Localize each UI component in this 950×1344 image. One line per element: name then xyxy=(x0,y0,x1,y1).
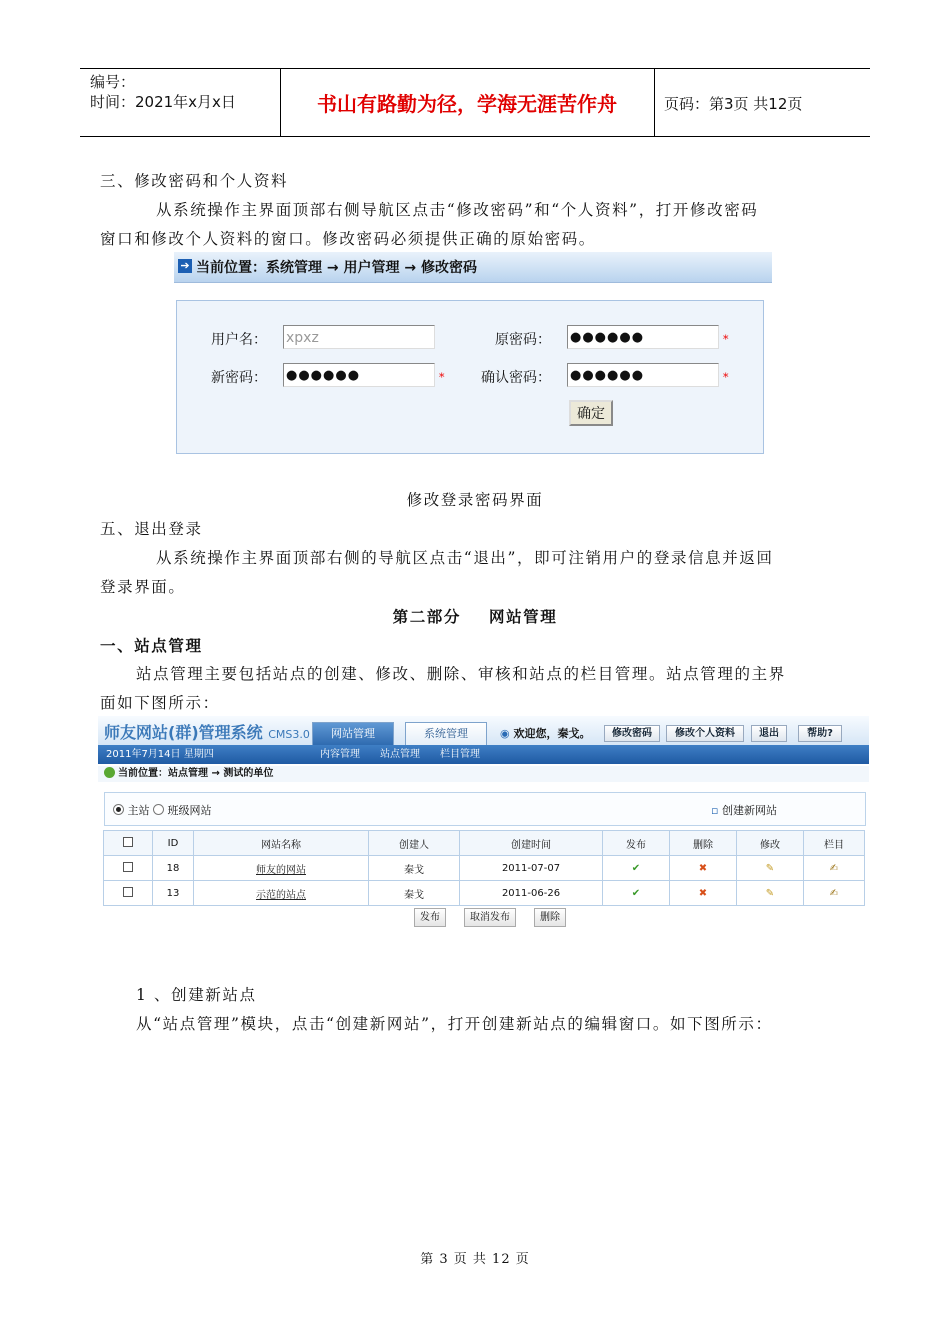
confirm-password-field[interactable]: ●●●●●● xyxy=(567,363,719,387)
delete-x-icon[interactable]: ✖ xyxy=(670,856,737,881)
table-row: 18 师友的网站 秦戈 2011-07-07 ✔ ✖ ✎ ✍ xyxy=(104,856,865,881)
old-password-label: 原密码： xyxy=(495,332,551,348)
column-edit-icon[interactable]: ✍ xyxy=(804,881,865,906)
new-password-label: 新密码： xyxy=(211,370,267,386)
section5-para-line2: 登录界面。 xyxy=(100,578,186,596)
section5-para-line1: 从系统操作主界面顶部右侧的导航区点击“退出”，即可注销用户的登录信息并返回 xyxy=(156,549,774,567)
site-name-link[interactable]: 示范的站点 xyxy=(194,881,369,906)
create-site-link[interactable]: ▫ 创建新网站 xyxy=(711,804,777,817)
confirm-password-label: 确认密码： xyxy=(481,370,551,386)
delete-x-icon[interactable]: ✖ xyxy=(670,881,737,906)
publish-check-icon[interactable]: ✔ xyxy=(603,856,670,881)
part2-heading: 一、站点管理 xyxy=(100,636,203,655)
breadcrumb: 当前位置：站点管理 → 测试的单位 xyxy=(98,766,869,782)
select-all-checkbox[interactable] xyxy=(104,831,153,856)
column-edit-icon[interactable]: ✍ xyxy=(804,856,865,881)
unpublish-button[interactable]: 取消发布 xyxy=(464,908,516,927)
time-label: 时间：2021年x月x日 xyxy=(90,93,236,111)
site-name-link[interactable]: 师友的网站 xyxy=(194,856,369,881)
page-footer: 第 3 页 共 12 页 xyxy=(420,1252,530,1267)
step1-heading: 1 、创建新站点 xyxy=(136,986,257,1004)
arrow-icon: ➔ xyxy=(178,259,192,273)
user-icon: ◉ xyxy=(500,727,510,740)
nav-item-columns[interactable]: 栏目管理 xyxy=(440,749,480,760)
part2-para-line1: 站点管理主要包括站点的创建、修改、删除、审核和站点的栏目管理。站点管理的主界 xyxy=(136,665,786,683)
breadcrumb: ➔ 当前位置：系统管理 → 用户管理 → 修改密码 xyxy=(174,252,772,283)
table-row: 13 示范的站点 秦戈 2011-06-26 ✔ ✖ ✎ ✍ xyxy=(104,881,865,906)
welcome-text: ◉ 欢迎您，秦戈。 xyxy=(500,727,591,740)
table-header: ID 网站名称 创建人 创建时间 发布 删除 修改 栏目 xyxy=(104,831,865,856)
header-page-info: 页码：第3页 共12页 xyxy=(664,95,803,113)
nav-bar xyxy=(98,745,869,764)
new-password-field[interactable]: ●●●●●● xyxy=(283,363,435,387)
app-logo: 师友网站(群)管理系统 CMS3.0 xyxy=(104,723,310,742)
required-mark: * xyxy=(723,371,729,384)
help-button[interactable]: 帮助? xyxy=(798,725,842,742)
row-checkbox[interactable] xyxy=(104,881,153,906)
site-management-screenshot xyxy=(98,716,869,931)
section5-heading: 五、退出登录 xyxy=(100,520,203,538)
site-table xyxy=(103,830,865,906)
figure-caption: 修改登录密码界面 xyxy=(406,491,544,509)
change-password-screenshot xyxy=(174,252,772,455)
delete-button[interactable]: 删除 xyxy=(534,908,566,927)
page-header xyxy=(80,68,870,137)
username-label: 用户名： xyxy=(211,332,267,348)
required-mark: * xyxy=(439,371,445,384)
part2-para-line2: 面如下图所示： xyxy=(100,694,220,712)
header-motto: 书山有路勤为径，学海无涯苦作舟 xyxy=(317,92,617,116)
number-label: 编号： xyxy=(90,73,136,91)
change-password-button[interactable]: 修改密码 xyxy=(604,725,660,742)
date-text: 2011年7月14日 星期四 xyxy=(106,749,214,760)
publish-button[interactable]: 发布 xyxy=(414,908,446,927)
section3-para-line2: 窗口和修改个人资料的窗口。修改密码必须提供正确的原始密码。 xyxy=(100,230,596,248)
radio-class-site[interactable]: 班级网站 xyxy=(153,802,212,818)
edit-pencil-icon[interactable]: ✎ xyxy=(737,881,804,906)
tab-site-management[interactable]: 网站管理 xyxy=(312,722,394,745)
password-form xyxy=(176,300,764,454)
radio-main-site[interactable]: 主站 xyxy=(113,802,150,818)
section3-para-line1: 从系统操作主界面顶部右侧导航区点击“修改密码”和“个人资料”，打开修改密码 xyxy=(156,201,759,219)
username-field[interactable]: xpxz xyxy=(283,325,435,349)
top-bar xyxy=(98,716,869,745)
site-type-filter xyxy=(104,792,866,826)
required-mark: * xyxy=(723,333,729,346)
part2-title: 第二部分 网站管理 xyxy=(392,607,558,626)
edit-profile-button[interactable]: 修改个人资料 xyxy=(666,725,744,742)
old-password-field[interactable]: ●●●●●● xyxy=(567,325,719,349)
step1-para: 从“站点管理”模块，点击“创建新网站”，打开创建新站点的编辑窗口。如下图所示： xyxy=(136,1015,773,1033)
section3-heading: 三、修改密码和个人资料 xyxy=(100,172,289,190)
tab-system-management[interactable]: 系统管理 xyxy=(405,722,487,745)
publish-check-icon[interactable]: ✔ xyxy=(603,881,670,906)
ok-button[interactable]: 确定 xyxy=(569,400,613,426)
header-meta xyxy=(80,69,280,136)
nav-item-sites[interactable]: 站点管理 xyxy=(380,749,420,760)
row-checkbox[interactable] xyxy=(104,856,153,881)
logout-button[interactable]: 退出 xyxy=(751,725,787,742)
location-icon xyxy=(104,767,115,778)
edit-pencil-icon[interactable]: ✎ xyxy=(737,856,804,881)
nav-item-content[interactable]: 内容管理 xyxy=(320,749,360,760)
add-icon: ▫ xyxy=(711,804,719,817)
